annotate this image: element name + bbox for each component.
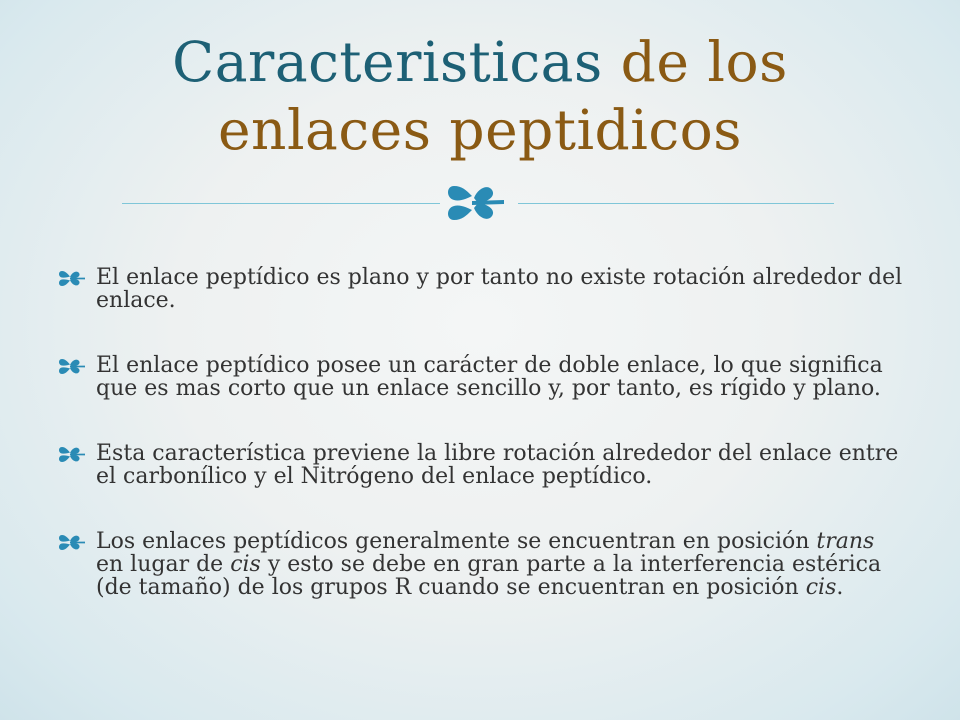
bullet-text: El enlace peptídico es plano y por tanto no existe rotación alrededor del enlace. xyxy=(96,265,903,313)
divider-line-left xyxy=(122,203,440,204)
bullet-text xyxy=(96,530,908,599)
bullet-list xyxy=(58,266,908,599)
bullet-item xyxy=(58,354,908,400)
divider-line-right xyxy=(518,203,834,204)
bullet-text-segment: . xyxy=(836,575,844,600)
bullet-text-segment: y esto se debe en gran parte a la interferencia estérica (de tamaño) de los grupos R cuando se encuentran en posición xyxy=(96,552,882,600)
bullet-emphasis: cis xyxy=(805,575,837,600)
bullet-text-segment: Los enlaces peptídicos generalmente se encuentran en posición xyxy=(96,529,817,554)
slide-title xyxy=(120,28,840,164)
bullet-item xyxy=(58,530,908,599)
title-word-primary: Caracteristicas xyxy=(172,30,603,94)
clover-bullet-icon xyxy=(58,446,86,463)
bullet-text: Esta característica previene la libre rotación alrededor del enlace entre el carbonílico y el Nitrógeno del enlace peptídico. xyxy=(96,441,899,489)
bullet-text: El enlace peptídico posee un carácter de doble enlace, lo que significa que es mas corto que un enlace sencillo y, por tanto, es rígido y plano. xyxy=(96,353,883,401)
bullet-item xyxy=(58,266,908,312)
bullet-emphasis: trans xyxy=(816,529,875,554)
bullet-emphasis: cis xyxy=(230,552,261,577)
bullet-text-segment: en lugar de xyxy=(96,552,231,577)
clover-bullet-icon xyxy=(58,358,86,375)
clover-icon xyxy=(444,180,514,226)
clover-bullet-icon xyxy=(58,270,86,287)
title-word-secondary: de los enlaces peptidicos xyxy=(217,30,788,162)
bullet-item xyxy=(58,442,908,488)
clover-bullet-icon xyxy=(58,534,86,551)
